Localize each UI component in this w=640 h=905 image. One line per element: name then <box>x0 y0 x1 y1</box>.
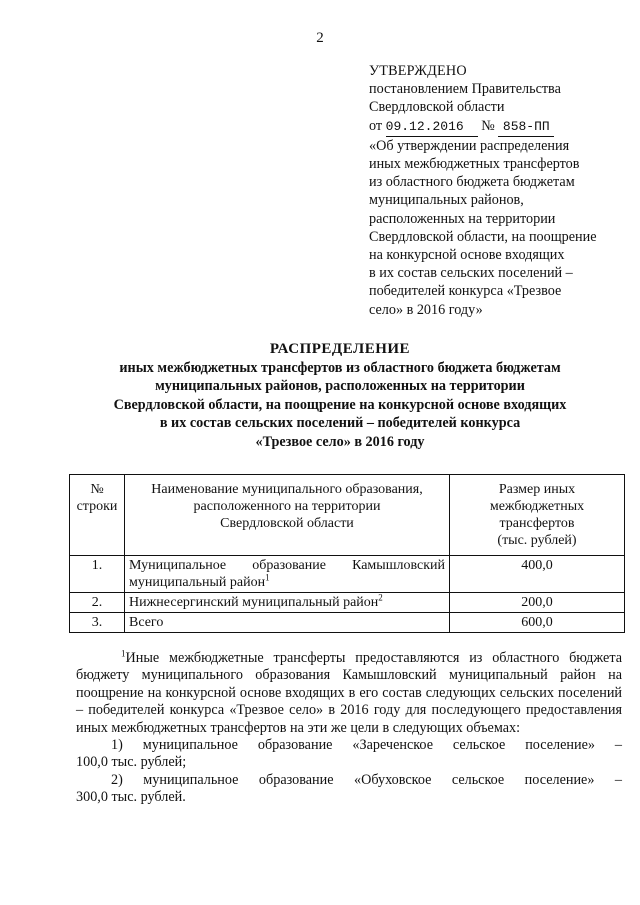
subject-line: в их состав сельских поселений – <box>369 265 573 282</box>
footnote-marker: 1 <box>121 648 126 659</box>
subject-line: Свердловской области, на поощрение <box>369 228 597 245</box>
row-number: 3. <box>70 613 125 633</box>
title-line: в их состав сельских поселений – победителей конкурса <box>159 415 521 431</box>
subject-line: муниципальных районов, <box>369 192 524 209</box>
subject-line: иных межбюджетных трансфертов <box>369 156 580 173</box>
decree-number: 858-ПП <box>498 118 554 137</box>
footnote-item-1: 1) муниципальное образование «Зареченское сельское поселение» – <box>111 737 622 754</box>
decree-date: 09.12.2016 <box>386 118 478 137</box>
footnote-ref: 2 <box>378 592 383 603</box>
header-municipality: Наименование муниципального образования, расположенного на территории Свердловской области <box>125 475 450 556</box>
footnote-text: $^1$Иные межбюджетные трансферты предоставляются из областного бюджета бюджету муниципального образования Камышловский муниципальный район на поощрение на конкурсной основе входящих в его состав следующих сельских поселений – победителей конкурса «Трезвое село» в 2016 году для последующего предоставления иных межбюджетных трансфертов на эти же цели в следующих объемах: <box>76 648 622 736</box>
subject-line: расположенных на территории <box>369 210 556 227</box>
table-row <box>70 556 625 593</box>
row-amount: 400,0 <box>450 556 625 593</box>
date-prefix: от <box>369 117 383 134</box>
subject-line: из областного бюджета бюджетам <box>369 174 575 191</box>
approval-line-1: постановлением Правительства <box>369 81 561 98</box>
row-amount: 200,0 <box>450 593 625 613</box>
page-number: 2 <box>316 30 324 46</box>
distribution-table <box>69 474 625 633</box>
approval-heading: УТВЕРЖДЕНО <box>369 63 467 79</box>
number-sign: № <box>481 117 495 134</box>
date-number-line <box>369 117 631 137</box>
subject-line: село» в 2016 году» <box>369 301 483 318</box>
footnote-item-1-amount: 100,0 тыс. рублей; <box>76 754 187 771</box>
subject-line: на конкурсной основе входящих <box>369 247 565 264</box>
table-row <box>70 613 625 633</box>
row-number: 1. <box>70 556 125 593</box>
document-title <box>60 340 620 451</box>
title-line: «Трезвое село» в 2016 году <box>255 433 425 450</box>
subject-line: «Об утверждении распределения <box>369 137 570 154</box>
title-line: иных межбюджетных трансфертов из областного бюджета бюджетам <box>119 359 561 376</box>
footnote-ref: 1 <box>265 572 270 583</box>
table-header-row <box>70 475 625 556</box>
subject-line: победителей конкурса «Трезвое <box>369 283 562 300</box>
row-number: 2. <box>70 593 125 613</box>
approval-block <box>369 62 631 319</box>
footnote-item-2-amount: 300,0 тыс. рублей. <box>76 789 186 806</box>
title-main: РАСПРЕДЕЛЕНИЕ <box>269 341 411 357</box>
header-row-number: № строки <box>70 475 125 556</box>
table-row <box>70 593 625 613</box>
footnote <box>76 650 622 807</box>
approval-line-2: Свердловской области <box>369 99 505 116</box>
row-municipality: Нижнесергинский муниципальный район$^2$ <box>125 593 450 613</box>
header-amount: Размер иных межбюджетных трансфертов (тыс. рублей) <box>450 475 625 556</box>
title-line: муниципальных районов, расположенных на территории <box>155 378 525 394</box>
title-line: Свердловской области, на поощрение на конкурсной основе входящих <box>113 396 567 413</box>
footnote-item-2: 2) муниципальное образование «Обуховское сельское поселение» – <box>111 771 622 788</box>
row-total-label: Всего <box>125 613 450 633</box>
row-municipality: Муниципальное образование Камышловский муниципальный район$^1$ <box>125 556 450 593</box>
row-amount: 600,0 <box>450 613 625 633</box>
